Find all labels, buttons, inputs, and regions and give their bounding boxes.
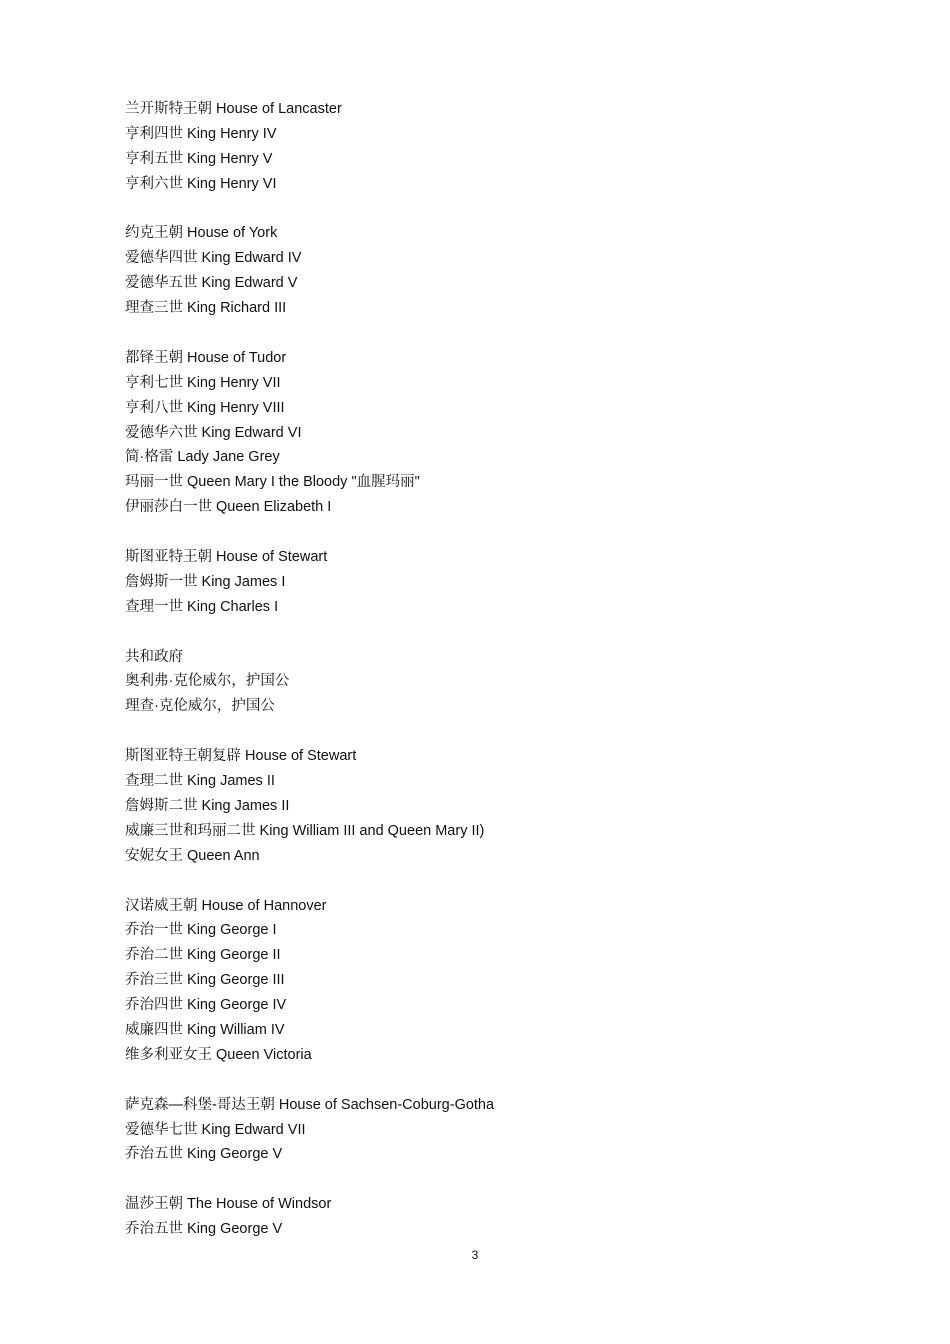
text-line: 汉诺威王朝 House of Hannover <box>125 897 327 914</box>
text-line: 玛丽一世 Queen Mary I the Bloody "血腥玛丽" <box>125 474 420 491</box>
text-line: 亨利五世 King Henry V <box>125 150 273 167</box>
text-line: 乔治三世 King George III <box>125 972 285 989</box>
text-line: 亨利七世 King Henry VII <box>125 374 281 391</box>
text-line: 乔治一世 King George I <box>125 922 277 939</box>
text-line: 亨利六世 King Henry VI <box>125 175 277 192</box>
text-line: 詹姆斯一世 King James I <box>125 573 286 590</box>
text-line: 都铎王朝 House of Tudor <box>125 349 287 366</box>
text-line: 威廉四世 King William IV <box>125 1021 285 1038</box>
blank-line <box>125 1167 825 1192</box>
blank-line <box>125 719 825 744</box>
text-line: 温莎王朝 The House of Windsor <box>125 1196 332 1213</box>
text-line: 乔治五世 King George V <box>125 1146 283 1163</box>
text-line: 爱德华七世 King Edward VII <box>125 1121 306 1138</box>
text-line: 查理一世 King Charles I <box>125 598 279 615</box>
text-line: 爱德华四世 King Edward IV <box>125 250 302 267</box>
text-line: 詹姆斯二世 King James II <box>125 797 290 814</box>
text-line: 萨克森—科堡-哥达王朝 House of Sachsen-Coburg-Gotha <box>125 1096 495 1113</box>
document-body <box>125 97 825 1242</box>
text-line: 乔治二世 King George II <box>125 947 281 964</box>
text-line: 维多利亚女王 Queen Victoria <box>125 1046 312 1063</box>
text-line: 爱德华五世 King Edward V <box>125 275 298 292</box>
text-line: 共和政府 <box>125 648 183 665</box>
text-line: 伊丽莎白一世 Queen Elizabeth I <box>125 499 332 516</box>
text-line: 兰开斯特王朝 House of Lancaster <box>125 101 342 117</box>
text-line: 乔治五世 King George V <box>125 1221 283 1238</box>
text-line: 简·格雷 Lady Jane Grey <box>125 449 280 466</box>
blank-line <box>125 321 825 346</box>
text-line: 约克王朝 House of York <box>125 225 278 242</box>
text-line: 理查三世 King Richard III <box>125 300 287 317</box>
page-number: 3 <box>471 1248 479 1262</box>
text-line: 亨利八世 King Henry VIII <box>125 399 285 416</box>
text-line: 乔治四世 King George IV <box>125 997 287 1014</box>
blank-line <box>125 869 825 894</box>
blank-line <box>125 197 825 222</box>
text-line: 斯图亚特王朝 House of Stewart <box>125 549 328 566</box>
text-line: 斯图亚特王朝复辟 House of Stewart <box>125 748 357 765</box>
text-line: 安妮女王 Queen Ann <box>125 847 260 864</box>
blank-line <box>125 1068 825 1093</box>
text-line: 理查·克伦威尔，护国公 <box>125 698 275 715</box>
text-line: 爱德华六世 King Edward VI <box>125 424 302 441</box>
blank-line <box>125 620 825 645</box>
text-line: 威廉三世和玛丽二世 King William III and Queen Mary II) <box>125 822 485 839</box>
blank-line <box>125 520 825 545</box>
text-line: 亨利四世 King Henry IV <box>125 125 277 142</box>
text-line: 查理二世 King James II <box>125 773 275 790</box>
text-line: 奥利弗·克伦威尔，护国公 <box>125 673 290 690</box>
